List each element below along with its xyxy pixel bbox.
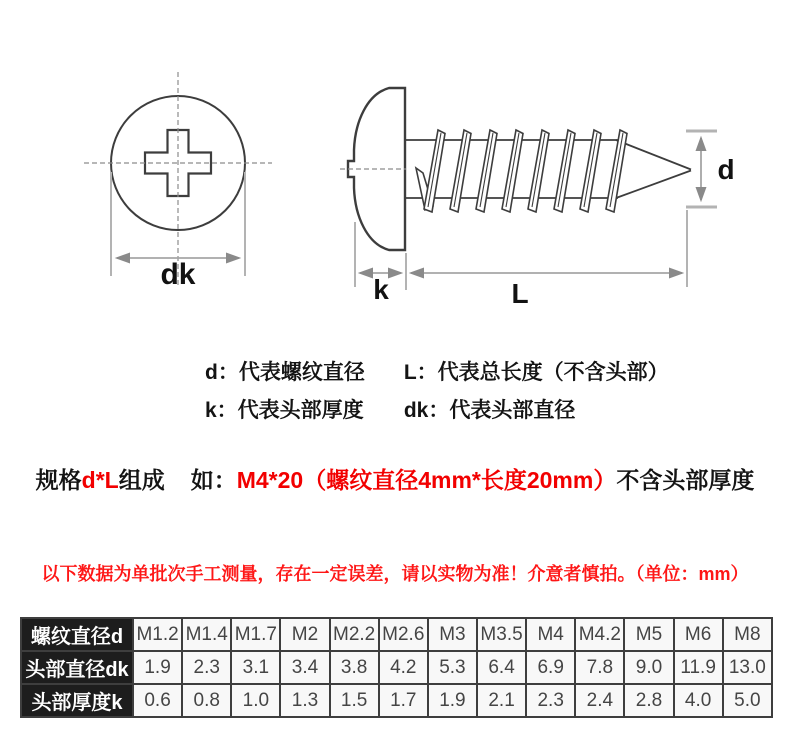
value-cell: 1.5 <box>330 684 379 717</box>
value-cell: 3.1 <box>231 651 280 684</box>
k-label: k <box>373 274 389 305</box>
d-dimension <box>686 131 735 207</box>
value-cell: 3.4 <box>280 651 329 684</box>
value-cell: 1.9 <box>428 684 477 717</box>
value-cell: 5.0 <box>723 684 772 717</box>
legend-d-definition: d：代表螺纹直径 <box>205 361 365 384</box>
l-label: L <box>511 278 529 309</box>
measurement-warning: 以下数据为单批次手工测量，存在一定误差，请以实物为准！介意者慎拍。（单位：mm） <box>41 564 749 584</box>
value-cell: 7.8 <box>575 651 624 684</box>
spec-example-highlight: M4*20（螺纹直径4mm*长度20mm） <box>236 467 617 493</box>
row-header-cell: 头部直径dk <box>21 651 133 684</box>
table-row <box>21 651 772 684</box>
value-cell: 11.9 <box>674 651 723 684</box>
spec-example-lead: 如： <box>190 467 237 493</box>
value-cell: 13.0 <box>723 651 772 684</box>
value-cell: 0.6 <box>133 684 182 717</box>
legend-k-definition: k：代表头部厚度 <box>205 399 364 422</box>
legend-l-definition: L：代表总长度（不含头部） <box>403 361 669 384</box>
spec-example-note: 不含头部厚度 <box>616 467 755 493</box>
d-label: d <box>717 154 735 185</box>
value-cell: M1.2 <box>133 618 182 651</box>
value-cell: 2.3 <box>182 651 231 684</box>
value-cell: 5.3 <box>428 651 477 684</box>
value-cell: 9.0 <box>624 651 673 684</box>
value-cell: 1.7 <box>379 684 428 717</box>
spec-prefix: 规格 <box>35 467 82 493</box>
row-header-cell: 头部厚度k <box>21 684 133 717</box>
row-header-cell: 螺纹直径d <box>21 618 133 651</box>
spec-dl-highlight: d*L <box>81 467 119 493</box>
value-cell: 1.3 <box>280 684 329 717</box>
value-cell: 2.4 <box>575 684 624 717</box>
value-cell: M4.2 <box>575 618 624 651</box>
value-cell: 6.9 <box>526 651 575 684</box>
value-cell: 4.0 <box>674 684 723 717</box>
value-cell: M1.7 <box>231 618 280 651</box>
screw-thread <box>406 130 691 212</box>
value-cell: M3 <box>428 618 477 651</box>
value-cell: M2.6 <box>379 618 428 651</box>
value-cell: M1.4 <box>182 618 231 651</box>
value-cell: M4 <box>526 618 575 651</box>
dimension-legend <box>205 354 669 430</box>
value-cell: 2.8 <box>624 684 673 717</box>
spec-table-body <box>21 618 772 717</box>
legend-dk-definition: dk：代表头部直径 <box>403 399 576 422</box>
table-row <box>21 618 772 651</box>
value-cell: 0.8 <box>182 684 231 717</box>
value-cell: 2.3 <box>526 684 575 717</box>
thread-blades <box>424 130 627 212</box>
spec-composition-line <box>0 462 790 495</box>
value-cell: 3.8 <box>330 651 379 684</box>
legend-line-2 <box>205 392 669 430</box>
value-cell: M2.2 <box>330 618 379 651</box>
value-cell: 1.9 <box>133 651 182 684</box>
value-cell: M3.5 <box>477 618 526 651</box>
screw-front-view <box>84 72 272 291</box>
value-cell: M5 <box>624 618 673 651</box>
value-cell: M8 <box>723 618 772 651</box>
value-cell: 4.2 <box>379 651 428 684</box>
dk-label: dk <box>160 258 196 291</box>
spec-suffix: 组成 <box>118 467 165 493</box>
screw-technical-drawing <box>0 0 790 345</box>
value-cell: M2 <box>280 618 329 651</box>
legend-line-1 <box>205 354 669 392</box>
table-row <box>21 684 772 717</box>
spec-table <box>20 617 773 718</box>
value-cell: 2.1 <box>477 684 526 717</box>
screw-side-view <box>340 88 735 309</box>
value-cell: 6.4 <box>477 651 526 684</box>
value-cell: 1.0 <box>231 684 280 717</box>
value-cell: M6 <box>674 618 723 651</box>
